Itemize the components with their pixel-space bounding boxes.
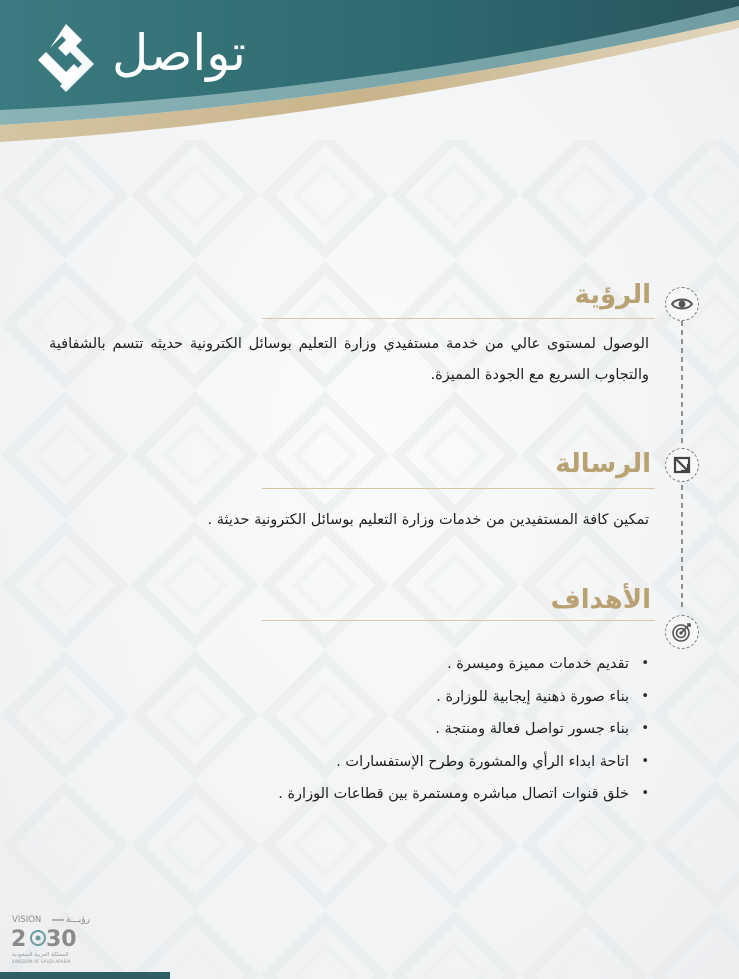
arrow-square-icon <box>665 448 699 482</box>
vision-underline <box>262 318 655 319</box>
vision-ar-text: رؤيـــة <box>66 915 90 925</box>
goals-title: الأهداف <box>550 585 651 615</box>
header-banner <box>0 0 739 150</box>
eye-icon <box>665 287 699 321</box>
vision-en-text: VISION <box>12 915 42 925</box>
vision-emblem-icon <box>31 931 45 945</box>
vision-sub-en: KINGDOM OF SAUDI ARABIA <box>12 959 71 964</box>
vision-text: الوصول لمستوى عالي من خدمة مستفيدي وزارة التعليم بوسائل الكترونية حديثه تتسم بالشفافية والتجاوب السريع مع الجودة المميزة. <box>49 336 649 383</box>
list-item: • بناء صورة ذهنية إيجابية للوزارة . <box>193 681 653 714</box>
vision-title: الرؤية <box>574 280 651 310</box>
list-item: • خلق قنوات اتصال مباشره ومستمرة بين قطاعات الوزارة . <box>193 778 653 811</box>
goals-underline <box>262 620 655 621</box>
target-icon <box>665 615 699 649</box>
mission-underline <box>262 488 655 489</box>
mission-text: تمكين كافة المستفيدين من خدمات وزارة التعليم بوسائل الكترونية حديثة . <box>207 512 649 528</box>
list-item: • تقديم خدمات مميزة وميسرة . <box>193 648 653 681</box>
vision-year-part-a: 2 <box>11 927 27 952</box>
brand-title: تواصل <box>112 24 246 82</box>
vision-sub-ar: المملكة العربية السعودية <box>12 952 69 958</box>
diamond-logo-icon <box>30 22 102 100</box>
list-item: • اتاحة ابداء الرأي والمشورة وطرح الإستفسارات . <box>193 746 653 779</box>
list-item: • بناء جسور تواصل فعالة ومنتجة . <box>193 713 653 746</box>
vision-2030-logo <box>10 910 90 974</box>
footer-bar <box>0 972 170 979</box>
goals-list <box>193 648 653 811</box>
vision-year-part-b: 30 <box>46 927 77 952</box>
mission-title: الرسالة <box>555 449 651 479</box>
